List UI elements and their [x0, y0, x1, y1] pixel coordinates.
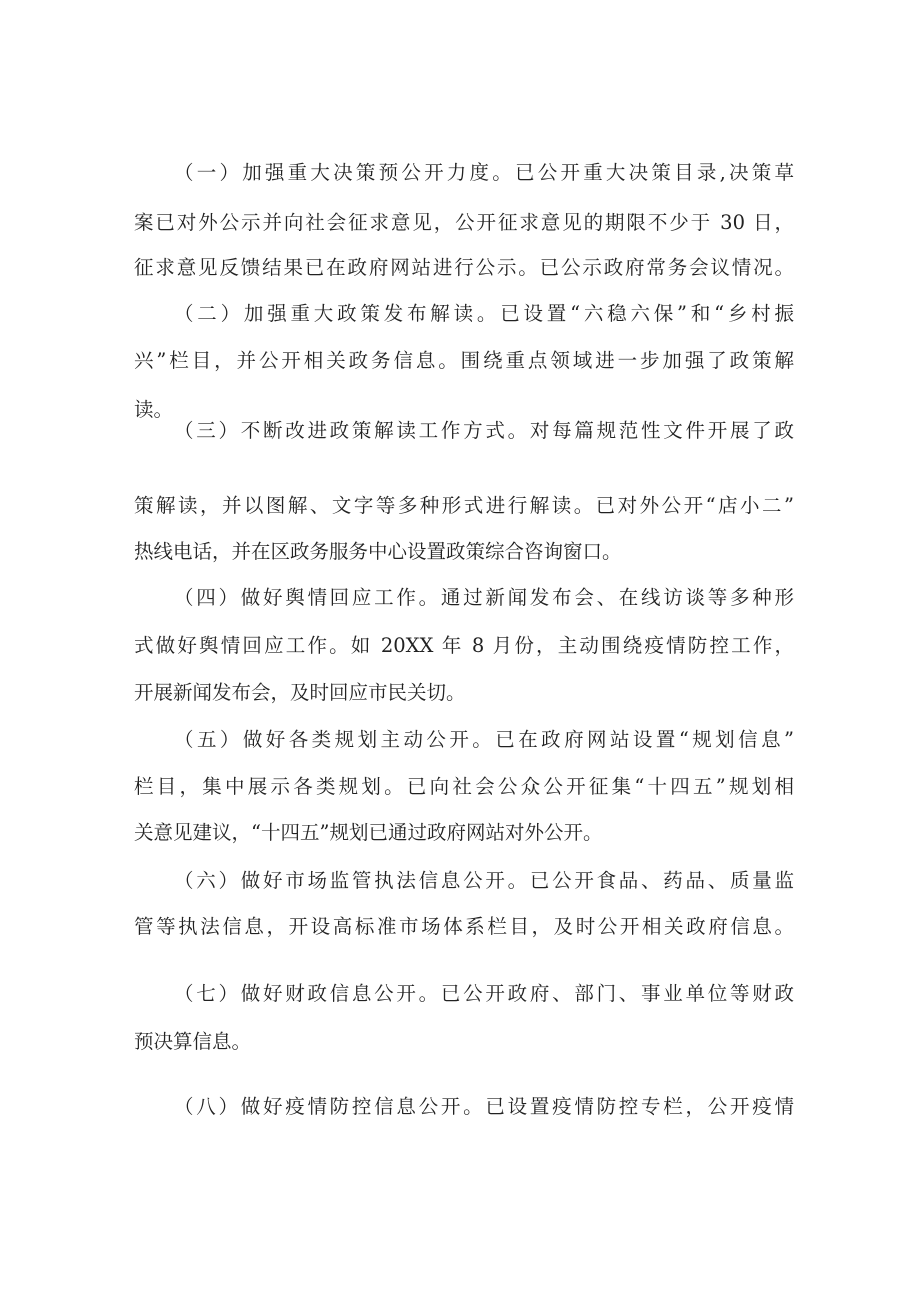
paragraph-1-line-3: 征求意见反馈结果已在政府网站进行公示。已公示政府常务会议情况。: [134, 256, 794, 279]
paragraph-6-line-1: （六）做好市场监管执法信息公开。已公开食品、药品、质量监: [174, 869, 794, 892]
paragraph-4-line-1: （四）做好舆情回应工作。通过新闻发布会、在线访谈等多种形: [174, 586, 794, 609]
paragraph-2-line-3: 读。: [134, 398, 174, 421]
paragraph-5-line-3: 关意见建议，“十四五”规划已通过政府网站对外公开。: [134, 821, 603, 844]
paragraph-4-line-3: 开展新闻发布会，及时回应市民关切。: [134, 681, 466, 704]
paragraph-6-line-2: 管等执法信息，开设高标准市场体系栏目，及时公开相关政府信息。: [134, 915, 794, 938]
paragraph-5-line-2: 栏目，集中展示各类规划。已向社会公众公开征集“十四五”规划相: [134, 775, 794, 798]
paragraph-1-line-1: （一）加强重大决策预公开力度。已公开重大决策目录,决策草: [174, 161, 794, 184]
paragraph-2-line-2: 兴”栏目，并公开相关政务信息。围绕重点领域进一步加强了政策解: [134, 349, 794, 372]
paragraph-5-line-1: （五）做好各类规划主动公开。已在政府网站设置“规划信息”: [174, 728, 794, 751]
paragraph-3-line-2: 策解读，并以图解、文字等多种形式进行解读。已对外公开“店小二”: [134, 494, 794, 517]
paragraph-7-line-1: （七）做好财政信息公开。已公开政府、部门、事业单位等财政: [174, 982, 794, 1005]
paragraph-8-line-1: （八）做好疫情防控信息公开。已设置疫情防控专栏，公开疫情: [174, 1095, 794, 1118]
paragraph-3-line-3: 热线电话，并在区政务服务中心设置政策综合咨询窗口。: [134, 540, 622, 563]
paragraph-1-line-2: 案已对外公示并向社会征求意见，公开征求意见的期限不少于 30 日，: [134, 211, 794, 234]
paragraph-4-line-2: 式做好舆情回应工作。如 20XX 年 8 月份，主动围绕疫情防控工作，: [134, 634, 794, 657]
paragraph-3-line-1: （三）不断改进政策解读工作方式。对每篇规范性文件开展了政: [174, 419, 794, 442]
paragraph-2-line-1: （二）加强重大政策发布解读。已设置“六稳六保”和“乡村振: [174, 302, 794, 325]
paragraph-7-line-2: 预决算信息。: [134, 1030, 252, 1053]
